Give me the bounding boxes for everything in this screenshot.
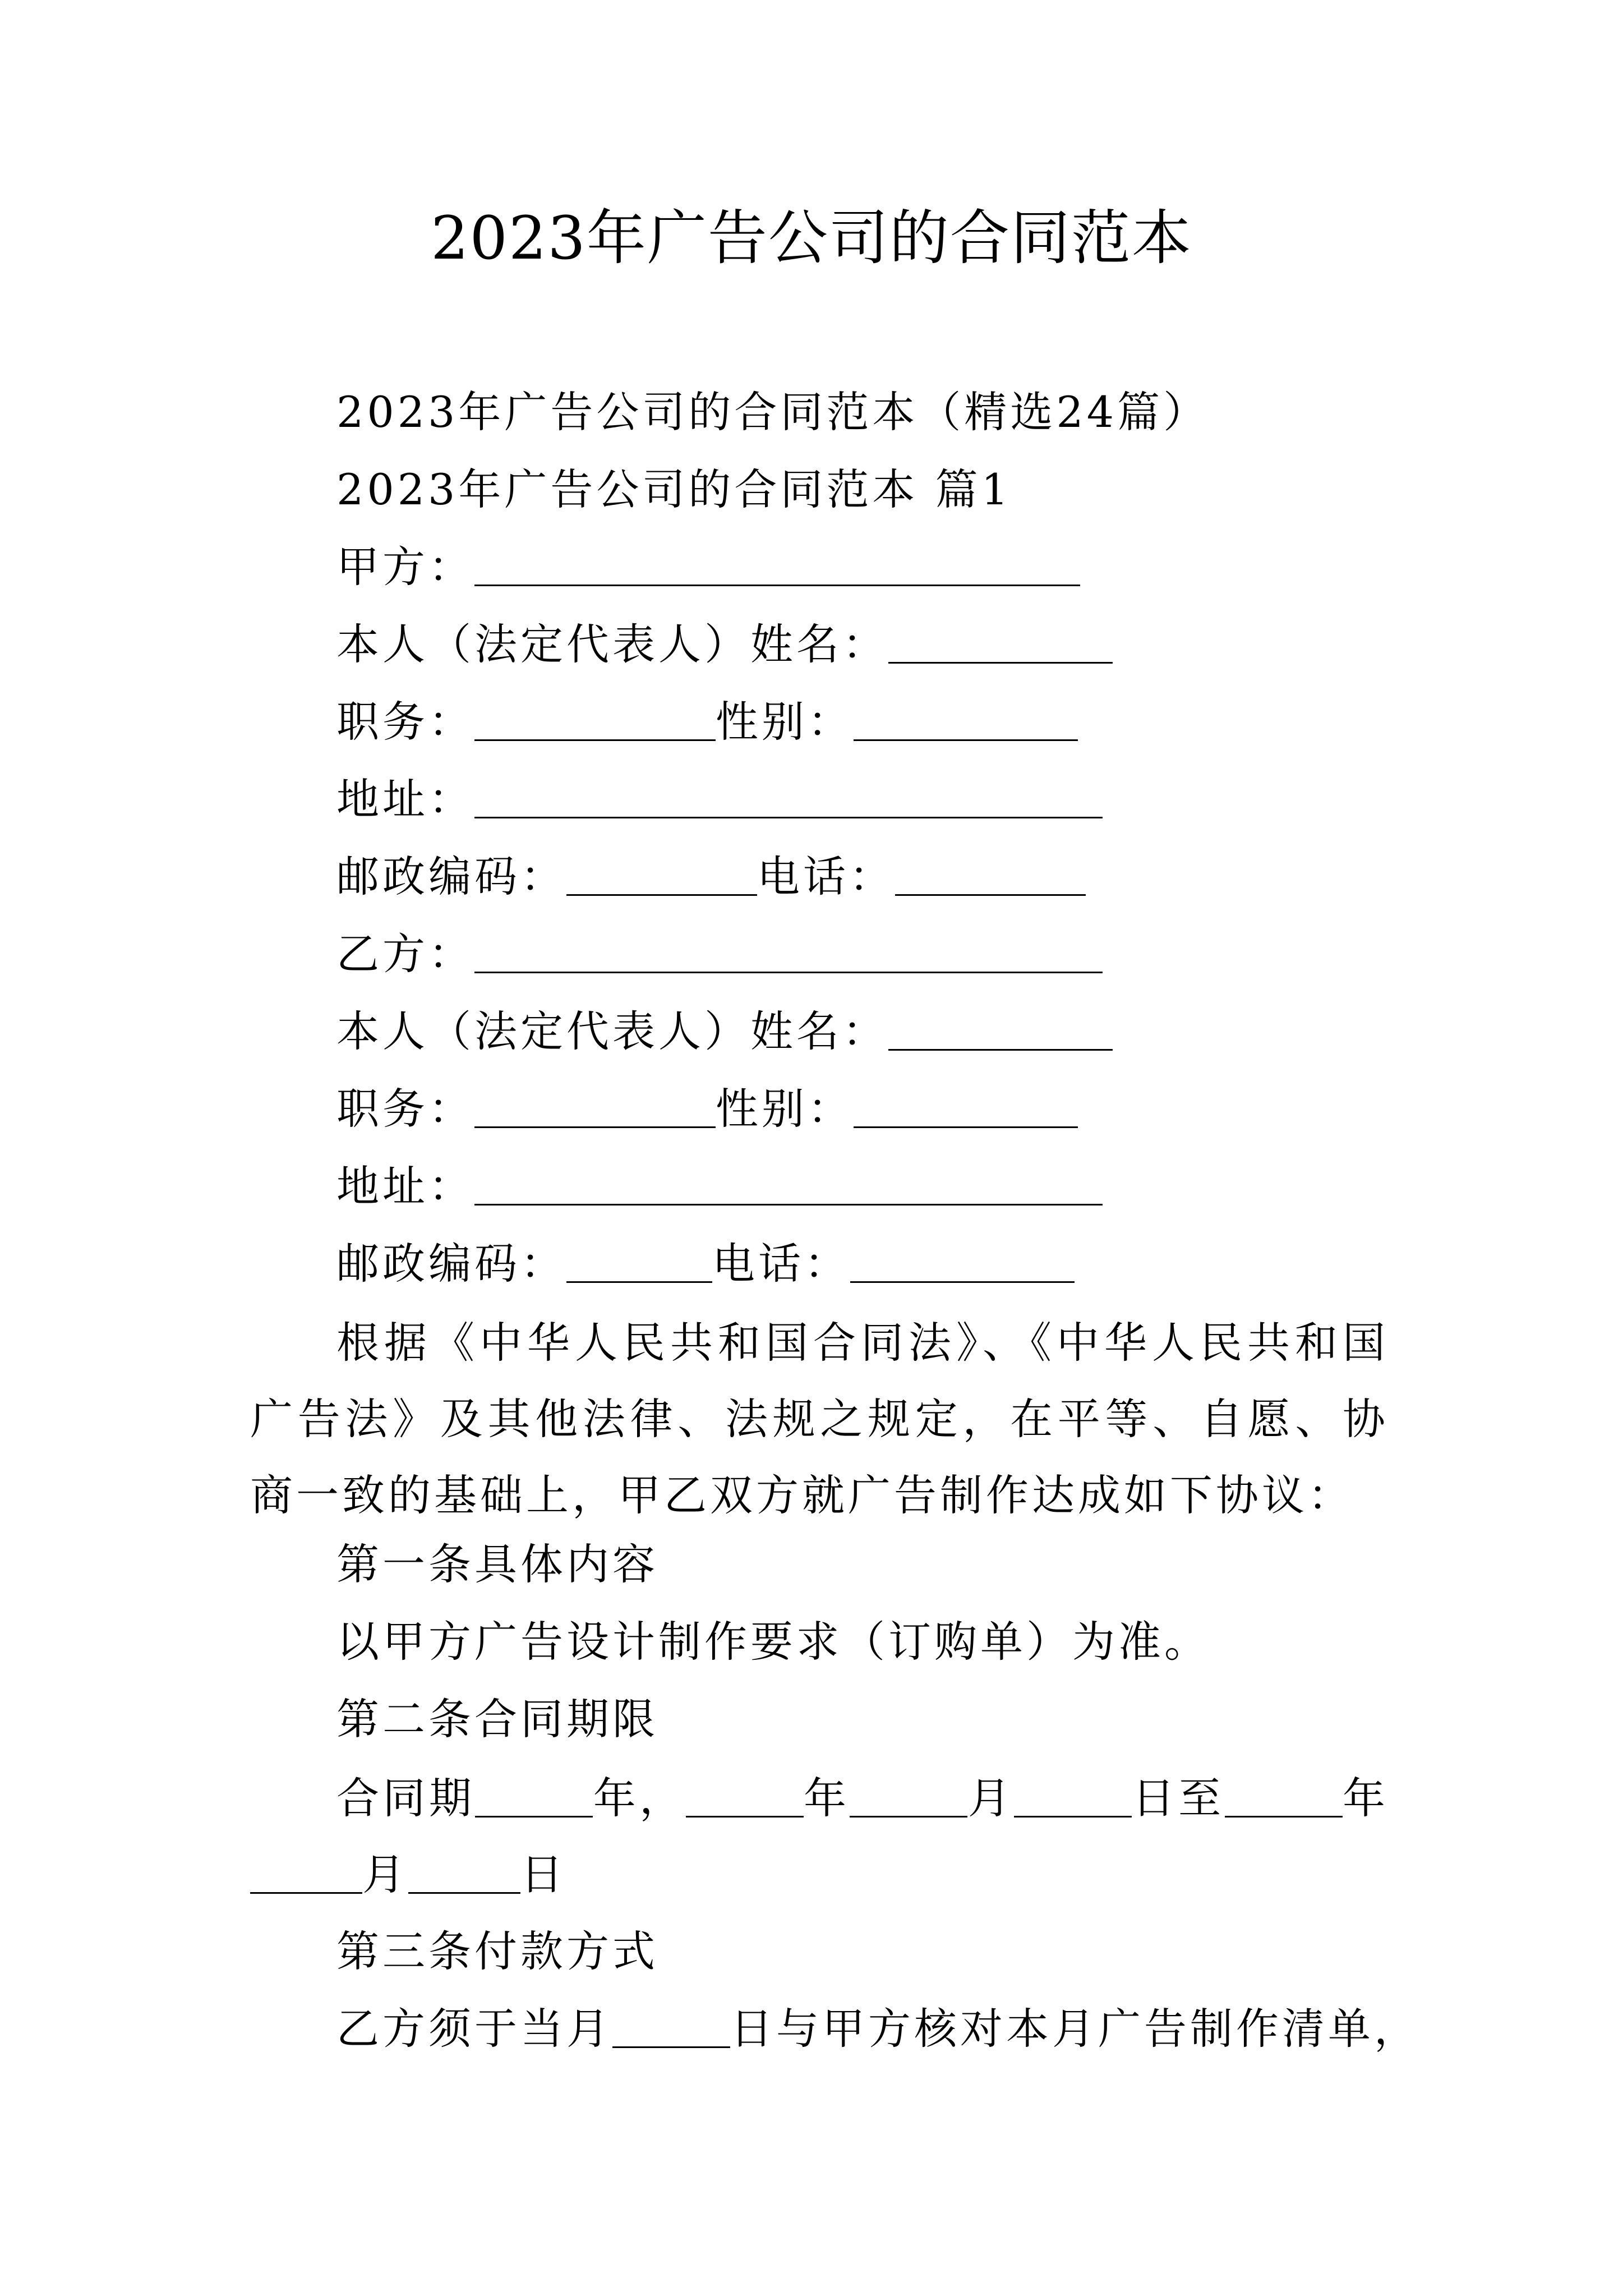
payment-prefix: 乙方须于当月 — [336, 2004, 612, 2054]
party-a-rep-blank — [888, 623, 1113, 664]
party-a-postcode-label: 邮政编码： — [336, 852, 566, 901]
article-3-body — [336, 2001, 1420, 2057]
party-a-blank — [474, 545, 1080, 586]
party-b-rep-label: 本人（法定代表人）姓名： — [336, 1006, 888, 1056]
article-1-title: 第一条具体内容 — [336, 1539, 658, 1589]
end-year-blank — [1225, 1777, 1343, 1818]
party-b-address-label: 地址： — [336, 1161, 474, 1211]
party-a-gender-blank — [854, 700, 1078, 741]
document-title: 2023年广告公司的合同范本 — [431, 204, 1192, 273]
section-heading: 2023年广告公司的合同范本 篇1 — [336, 464, 1012, 514]
start-day-blank — [1014, 1777, 1132, 1818]
start-month-blank — [850, 1777, 967, 1818]
term-year1: 年， — [593, 1773, 686, 1823]
term-prefix: 合同期 — [336, 1773, 476, 1823]
party-a-position-row — [336, 694, 1078, 750]
party-a-postcode-blank — [566, 855, 757, 896]
article-2-body — [250, 1760, 1389, 1913]
party-a-gender-label: 性别： — [716, 697, 854, 747]
party-b-address-row — [336, 1158, 1103, 1214]
party-a-rep-label: 本人（法定代表人）姓名： — [336, 619, 888, 669]
term-day: 日 — [520, 1849, 566, 1899]
payment-rest: 日与甲方核对本月广告制作清单， — [730, 2004, 1420, 2054]
term-month2: 月 — [362, 1849, 408, 1899]
party-b-blank — [474, 932, 1103, 973]
party-a-postcode-row — [336, 849, 1086, 905]
party-b-position-label: 职务： — [336, 1084, 474, 1134]
term-month1: 月 — [967, 1773, 1015, 1823]
party-b-phone-blank — [850, 1242, 1075, 1283]
party-b-label: 乙方： — [336, 929, 474, 979]
article-2-title: 第二条合同期限 — [336, 1694, 658, 1744]
start-year-blank — [686, 1777, 804, 1818]
party-b-gender-label: 性别： — [716, 1084, 854, 1134]
party-a-phone-blank — [895, 855, 1086, 896]
party-b-position-blank — [474, 1087, 716, 1128]
party-a-address-blank — [474, 777, 1103, 818]
term-year2: 年 — [803, 1773, 850, 1823]
party-b-phone-label: 电话： — [712, 1239, 850, 1289]
article-3-title: 第三条付款方式 — [336, 1926, 658, 1976]
payment-day-blank — [612, 2007, 730, 2048]
party-a-address-row — [336, 771, 1103, 827]
term-day-to: 日至 — [1132, 1773, 1225, 1823]
document-subtitle: 2023年广告公司的合同范本（精选24篇） — [336, 387, 1210, 437]
party-b-position-row — [336, 1081, 1078, 1137]
end-month-blank — [250, 1853, 362, 1894]
article-1-body: 以甲方广告设计制作要求（订购单）为准。 — [336, 1617, 1210, 1667]
party-b-rep-row — [336, 1004, 1113, 1060]
party-a-phone-label: 电话： — [757, 852, 895, 901]
term-year3: 年 — [1342, 1773, 1389, 1823]
intro-paragraph: 根据《中华人民共和国合同法》、《中华人民共和国广告法》及其他法律、法规之规定，在平等、自愿、协商一致的基础上，甲乙双方就广告制作达成如下协议： — [250, 1318, 1389, 1520]
party-b-row — [336, 926, 1103, 982]
party-a-position-blank — [474, 700, 716, 741]
party-a-row — [336, 539, 1080, 595]
end-day-blank — [408, 1853, 520, 1894]
party-a-address-label: 地址： — [336, 774, 474, 824]
party-b-rep-blank — [888, 1010, 1113, 1051]
party-b-postcode-label: 邮政编码： — [336, 1239, 566, 1289]
party-a-position-label: 职务： — [336, 697, 474, 747]
party-b-gender-blank — [854, 1087, 1078, 1128]
party-b-address-blank — [474, 1165, 1103, 1205]
party-a-rep-row — [336, 616, 1113, 673]
party-a-label: 甲方： — [336, 542, 474, 592]
term-blank — [475, 1777, 593, 1818]
party-b-postcode-row — [336, 1236, 1075, 1292]
party-b-postcode-blank — [566, 1242, 712, 1283]
